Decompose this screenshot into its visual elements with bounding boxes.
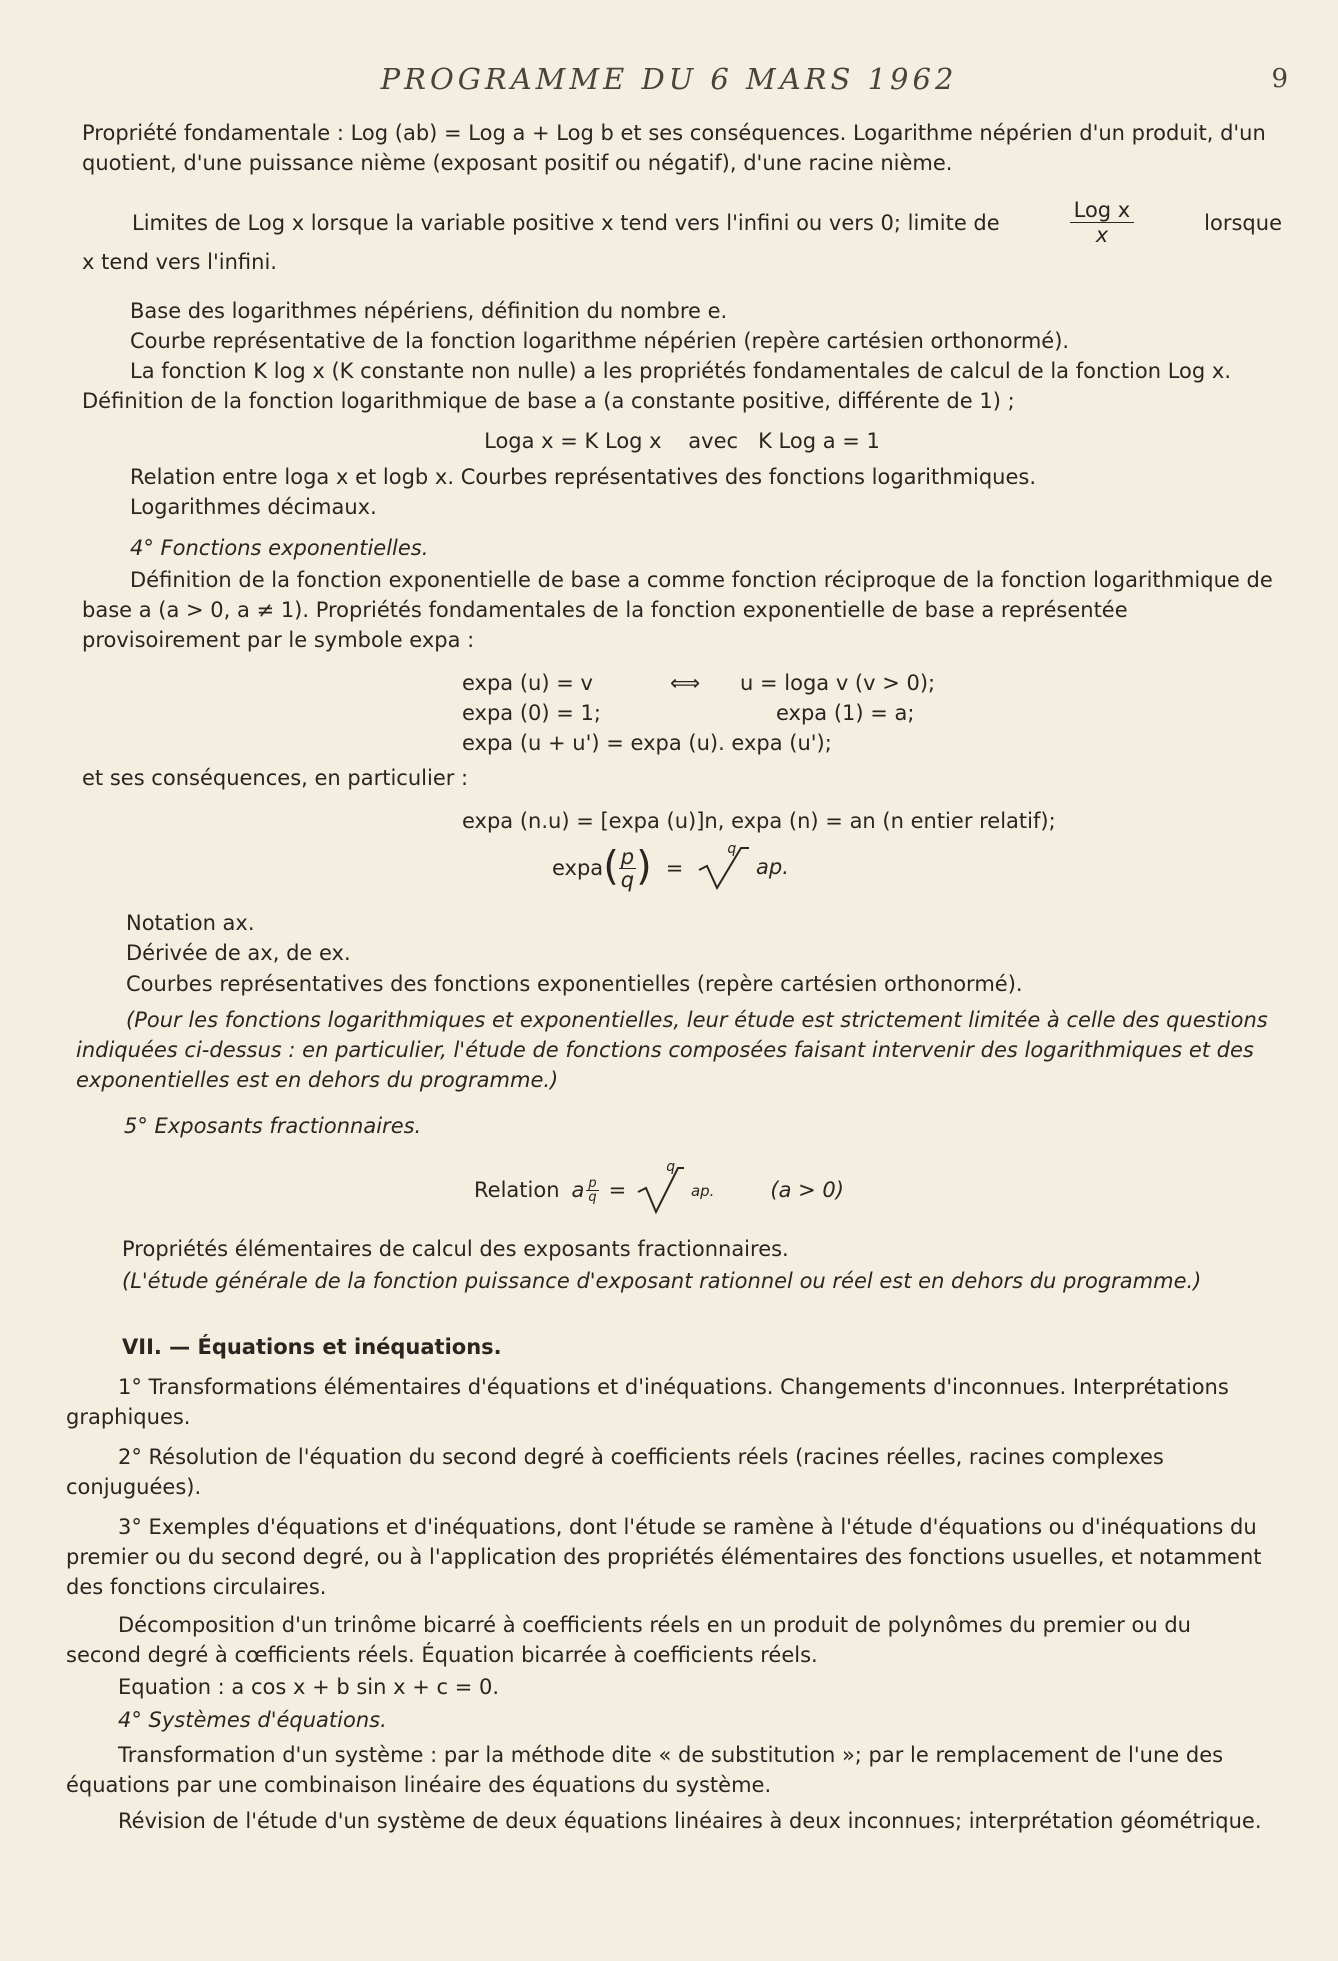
page-number: 9: [1271, 64, 1288, 94]
paragraph-exp-curves: [126, 969, 1276, 999]
paragraph-text: Révision de l'étude d'un système de deux équations linéaires à deux inconnues; interprétation géométrique.: [118, 1809, 1262, 1833]
section-heading-4-exponential: [130, 533, 1280, 563]
paragraph-text: et ses conséquences, en particulier :: [82, 766, 469, 790]
root-index: q: [666, 1159, 676, 1175]
running-header: [0, 62, 1338, 102]
paragraph-text: Propriétés élémentaires de calcul des exposants fractionnaires.: [122, 1237, 789, 1261]
paragraph-text: Dérivée de ax, de ex.: [126, 941, 351, 965]
nth-root: [697, 841, 789, 892]
formula-loga-definition: [82, 426, 1282, 456]
paragraph-derivative: [126, 938, 1276, 968]
nth-root: [636, 1159, 715, 1216]
note-text: (L'étude générale de la fonction puissance d'exposant rationnel ou réel est en dehors du programme.): [122, 1269, 1202, 1293]
formula-line1-left: expa (u) = v: [462, 671, 593, 695]
limits-text-c: x tend vers l'infini.: [82, 250, 277, 274]
fraction-numerator: p: [620, 844, 635, 869]
paragraph-linear-systems: [66, 1806, 1272, 1836]
paragraph-examples: [66, 1512, 1272, 1602]
paragraph-text: Courbes représentatives des fonctions exponentielles (repère cartésien orthonormé).: [126, 972, 1023, 996]
paragraph-text: Equation : a cos x + b sin x + c = 0.: [118, 1675, 500, 1699]
radicand: ap.: [756, 855, 789, 879]
paragraph-text: Courbe représentative de la fonction logarithme népérien (repère cartésien orthonormé).: [130, 329, 1070, 353]
formula-exp-consequences: [462, 806, 1262, 836]
paragraph-consequences: [82, 763, 1282, 793]
paragraph-exp-definition: [82, 565, 1282, 655]
paragraph-text: Relation entre loga x et logb x. Courbes représentatives des fonctions logarithmiques.: [130, 465, 1036, 489]
equals-sign: =: [608, 1178, 627, 1202]
paragraph-text: Base des logarithmes népériens, définition du nombre e.: [130, 299, 728, 323]
formula-text: Loga x = K Log x avec K Log a = 1: [484, 429, 880, 453]
header-title: PROGRAMME DU 6 MARS 1962: [380, 62, 958, 96]
paragraph-text: 3° Exemples d'équations et d'inéquations, dont l'étude se ramène à l'étude d'équations ou d'inéquations du premier ou du second degré, ou à l'application des propriétés élémentaires des fonctions usuelles, et notamment des fonctions circulaires.: [66, 1515, 1262, 1599]
paragraph-text: 2° Résolution de l'équation du second degré à coefficients réels (racines réelles, racines complexes conjuguées).: [66, 1445, 1164, 1499]
section-heading-4-systems: [118, 1705, 1268, 1735]
formula-line2-right: expa (1) = a;: [776, 701, 915, 725]
radical-sign-icon: [697, 844, 749, 892]
paragraph-text: La fonction K log x (K constante non nulle) a les propriétés fondamentales de calcul de la fonction Log x. Définition de la fonction logarithmique de base a (a constante positive, différente de 1) ;: [82, 359, 1232, 413]
formula-block-exp-properties: [462, 668, 1162, 758]
formula-exp-p-over-q: [552, 838, 952, 898]
paragraph-transformations: [66, 1372, 1272, 1432]
paragraph-fractional-properties: [122, 1234, 1272, 1264]
fraction-denominator: q: [588, 1189, 597, 1205]
fraction-in-parentheses: ( $\frac{p}{q}$): [603, 843, 652, 892]
section-heading-text: 4° Fonctions exponentielles.: [130, 536, 429, 560]
chapter-heading-text: VII. — Équations et inéquations.: [122, 1335, 502, 1359]
fraction-numerator: Log x: [1070, 198, 1135, 223]
limits-text-b: lorsque: [1204, 210, 1282, 235]
paragraph-fundamental-property: [82, 118, 1282, 178]
formula-fractional-exponent: [474, 1158, 1034, 1222]
root-index: q: [727, 841, 737, 857]
fraction-logx-over-x: [1070, 198, 1135, 247]
section-heading-5-fractional: [124, 1111, 1274, 1141]
paragraph-second-degree: [66, 1442, 1272, 1502]
radicand: ap.: [690, 1182, 715, 1200]
paragraph-text: Propriété fondamentale : Log (ab) = Log a + Log b et ses conséquences. Logarithme népérien d'un produit, d'un quotient, d'une puissance nième (exposant positif ou négatif), d'une racine nième.: [82, 121, 1266, 175]
note-text: (Pour les fonctions logarithmiques et exponentielles, leur étude est strictement limitée à celle des questions indiquées ci-dessus : en particulier, l'étude de fonctions composées faisant intervenir des logarithmiques et des exponentielles est en dehors du programme.): [76, 1008, 1268, 1092]
exp-symbol: expa: [552, 856, 604, 880]
formula-line1-right: u = loga v (v > 0);: [740, 671, 936, 695]
section-heading-text: 5° Exposants fractionnaires.: [124, 1114, 422, 1138]
paragraph-text: 1° Transformations élémentaires d'équations et d'inéquations. Changements d'inconnues. Interprétations graphiques.: [66, 1375, 1229, 1429]
paragraph-text: Logarithmes décimaux.: [130, 495, 377, 519]
exponent-fraction: [586, 1177, 598, 1204]
paragraph-log-curve: [130, 326, 1280, 356]
note-power-function: [122, 1266, 1282, 1296]
paragraph-klog: [82, 356, 1282, 416]
section-heading-text: 4° Systèmes d'équations.: [118, 1708, 387, 1732]
base-a: a: [571, 1178, 585, 1202]
limits-text-a: Limites de Log x lorsque la variable positive x tend vers l'infini ou vers 0; limite de: [132, 210, 1000, 235]
paragraph-relation-logs: [130, 462, 1280, 492]
equivalence-arrow: ⟺: [669, 671, 701, 695]
fraction-numerator: p: [588, 1175, 597, 1191]
condition: (a > 0): [770, 1178, 844, 1202]
formula-line2-left: expa (0) = 1;: [462, 701, 601, 725]
paragraph-decimal-logs: [130, 492, 1280, 522]
paragraph-system-transformation: [66, 1740, 1272, 1800]
paragraph-text: Notation ax.: [126, 911, 255, 935]
paragraph-text: Définition de la fonction exponentielle de base a comme fonction réciproque de la fonction logarithmique de base a (a > 0, a ≠ 1). Propriétés fondamentales de la fonction exponentielle de base a représentée provisoirement par le symbole expa :: [82, 568, 1273, 652]
fraction-denominator: q: [620, 867, 635, 892]
paragraph-text: Décomposition d'un trinôme bicarré à coefficients réels en un produit de polynômes du premier ou du second degré à cœfficients réels. Équation bicarrée à coefficients réels.: [66, 1613, 1191, 1667]
formula-line3: expa (u + u') = expa (u). expa (u');: [462, 731, 832, 755]
paragraph-text: Transformation d'un système : par la méthode dite « de substitution »; par le remplacement de l'une des équations par une combinaison linéaire des équations du système.: [66, 1743, 1224, 1797]
fraction-denominator: x: [1095, 223, 1109, 247]
paragraph-base-e: [130, 296, 1280, 326]
relation-label: Relation: [474, 1178, 560, 1202]
paragraph-limits: [82, 198, 1282, 277]
paragraph-biquadratic: [66, 1610, 1272, 1670]
note-log-exp-limits: [76, 1005, 1282, 1095]
formula-line1: expa (n.u) = [expa (u)]n, expa (n) = an (n entier relatif);: [462, 809, 1056, 833]
chapter-heading-equations: [122, 1332, 1272, 1362]
equals-sign: =: [665, 856, 684, 880]
paragraph-notation: [126, 908, 1276, 938]
radical-sign-icon: [636, 1164, 684, 1216]
paragraph-trig-equation: [118, 1672, 1268, 1702]
